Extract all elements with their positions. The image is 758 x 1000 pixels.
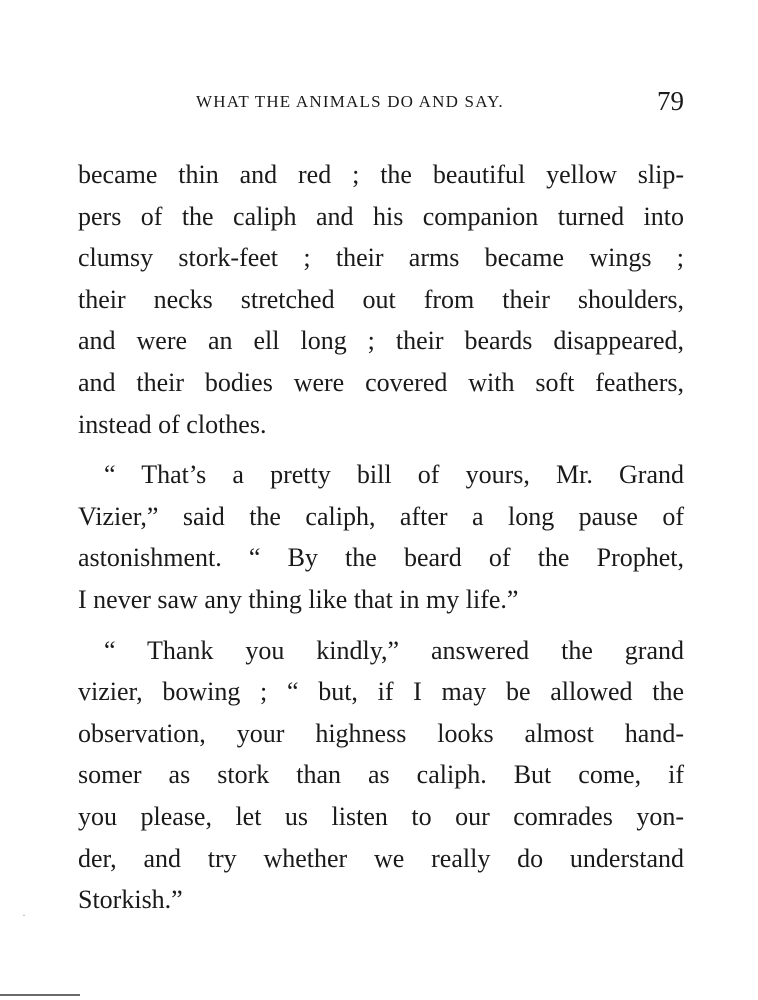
- body-text: [78, 154, 684, 921]
- paragraph-gap: [78, 621, 684, 630]
- text-line: “ That’s a pretty bill of yours, Mr. Grand: [104, 460, 684, 490]
- text-line: became thin and red ; the beautiful yellow slip-: [78, 160, 684, 189]
- page-number: 79: [657, 86, 684, 116]
- text-line: clumsy stork-feet ; their arms became wings ;: [78, 243, 684, 273]
- paragraph: [78, 454, 684, 620]
- text-line: I never saw any thing like that in my life.”: [78, 584, 519, 614]
- text-line: vizier, bowing ; “ but, if I may be allowed the: [78, 677, 684, 707]
- running-title: WHAT THE ANIMALS DO AND SAY.: [196, 92, 504, 111]
- text-line: and were an ell long ; their beards disappeared,: [78, 326, 684, 356]
- text-line: der, and try whether we really do understand: [78, 843, 684, 873]
- text-line: Vizier,” said the caliph, after a long pause of: [78, 501, 684, 531]
- paragraph: [78, 154, 684, 445]
- text-line: observation, your highness looks almost hand-: [78, 718, 684, 748]
- text-line: pers of the caliph and his companion turned into: [78, 201, 684, 231]
- scan-speck: ·: [22, 908, 26, 922]
- paragraph: [78, 630, 684, 921]
- text-line: and their bodies were covered with soft feathers,: [78, 367, 684, 397]
- paragraph-gap: [78, 445, 684, 454]
- running-head: [78, 86, 684, 120]
- text-line: Storkish.”: [78, 885, 183, 915]
- text-line: astonishment. “ By the beard of the Prophet,: [78, 543, 684, 573]
- text-line: “ Thank you kindly,” answered the grand: [104, 635, 684, 665]
- text-line: you please, let us listen to our comrades yon-: [78, 801, 684, 831]
- text-line: somer as stork than as caliph. But come, if: [78, 760, 684, 790]
- text-line: instead of clothes.: [78, 409, 267, 439]
- scan-edge-rule: [0, 994, 80, 996]
- text-line: their necks stretched out from their shoulders,: [78, 284, 684, 314]
